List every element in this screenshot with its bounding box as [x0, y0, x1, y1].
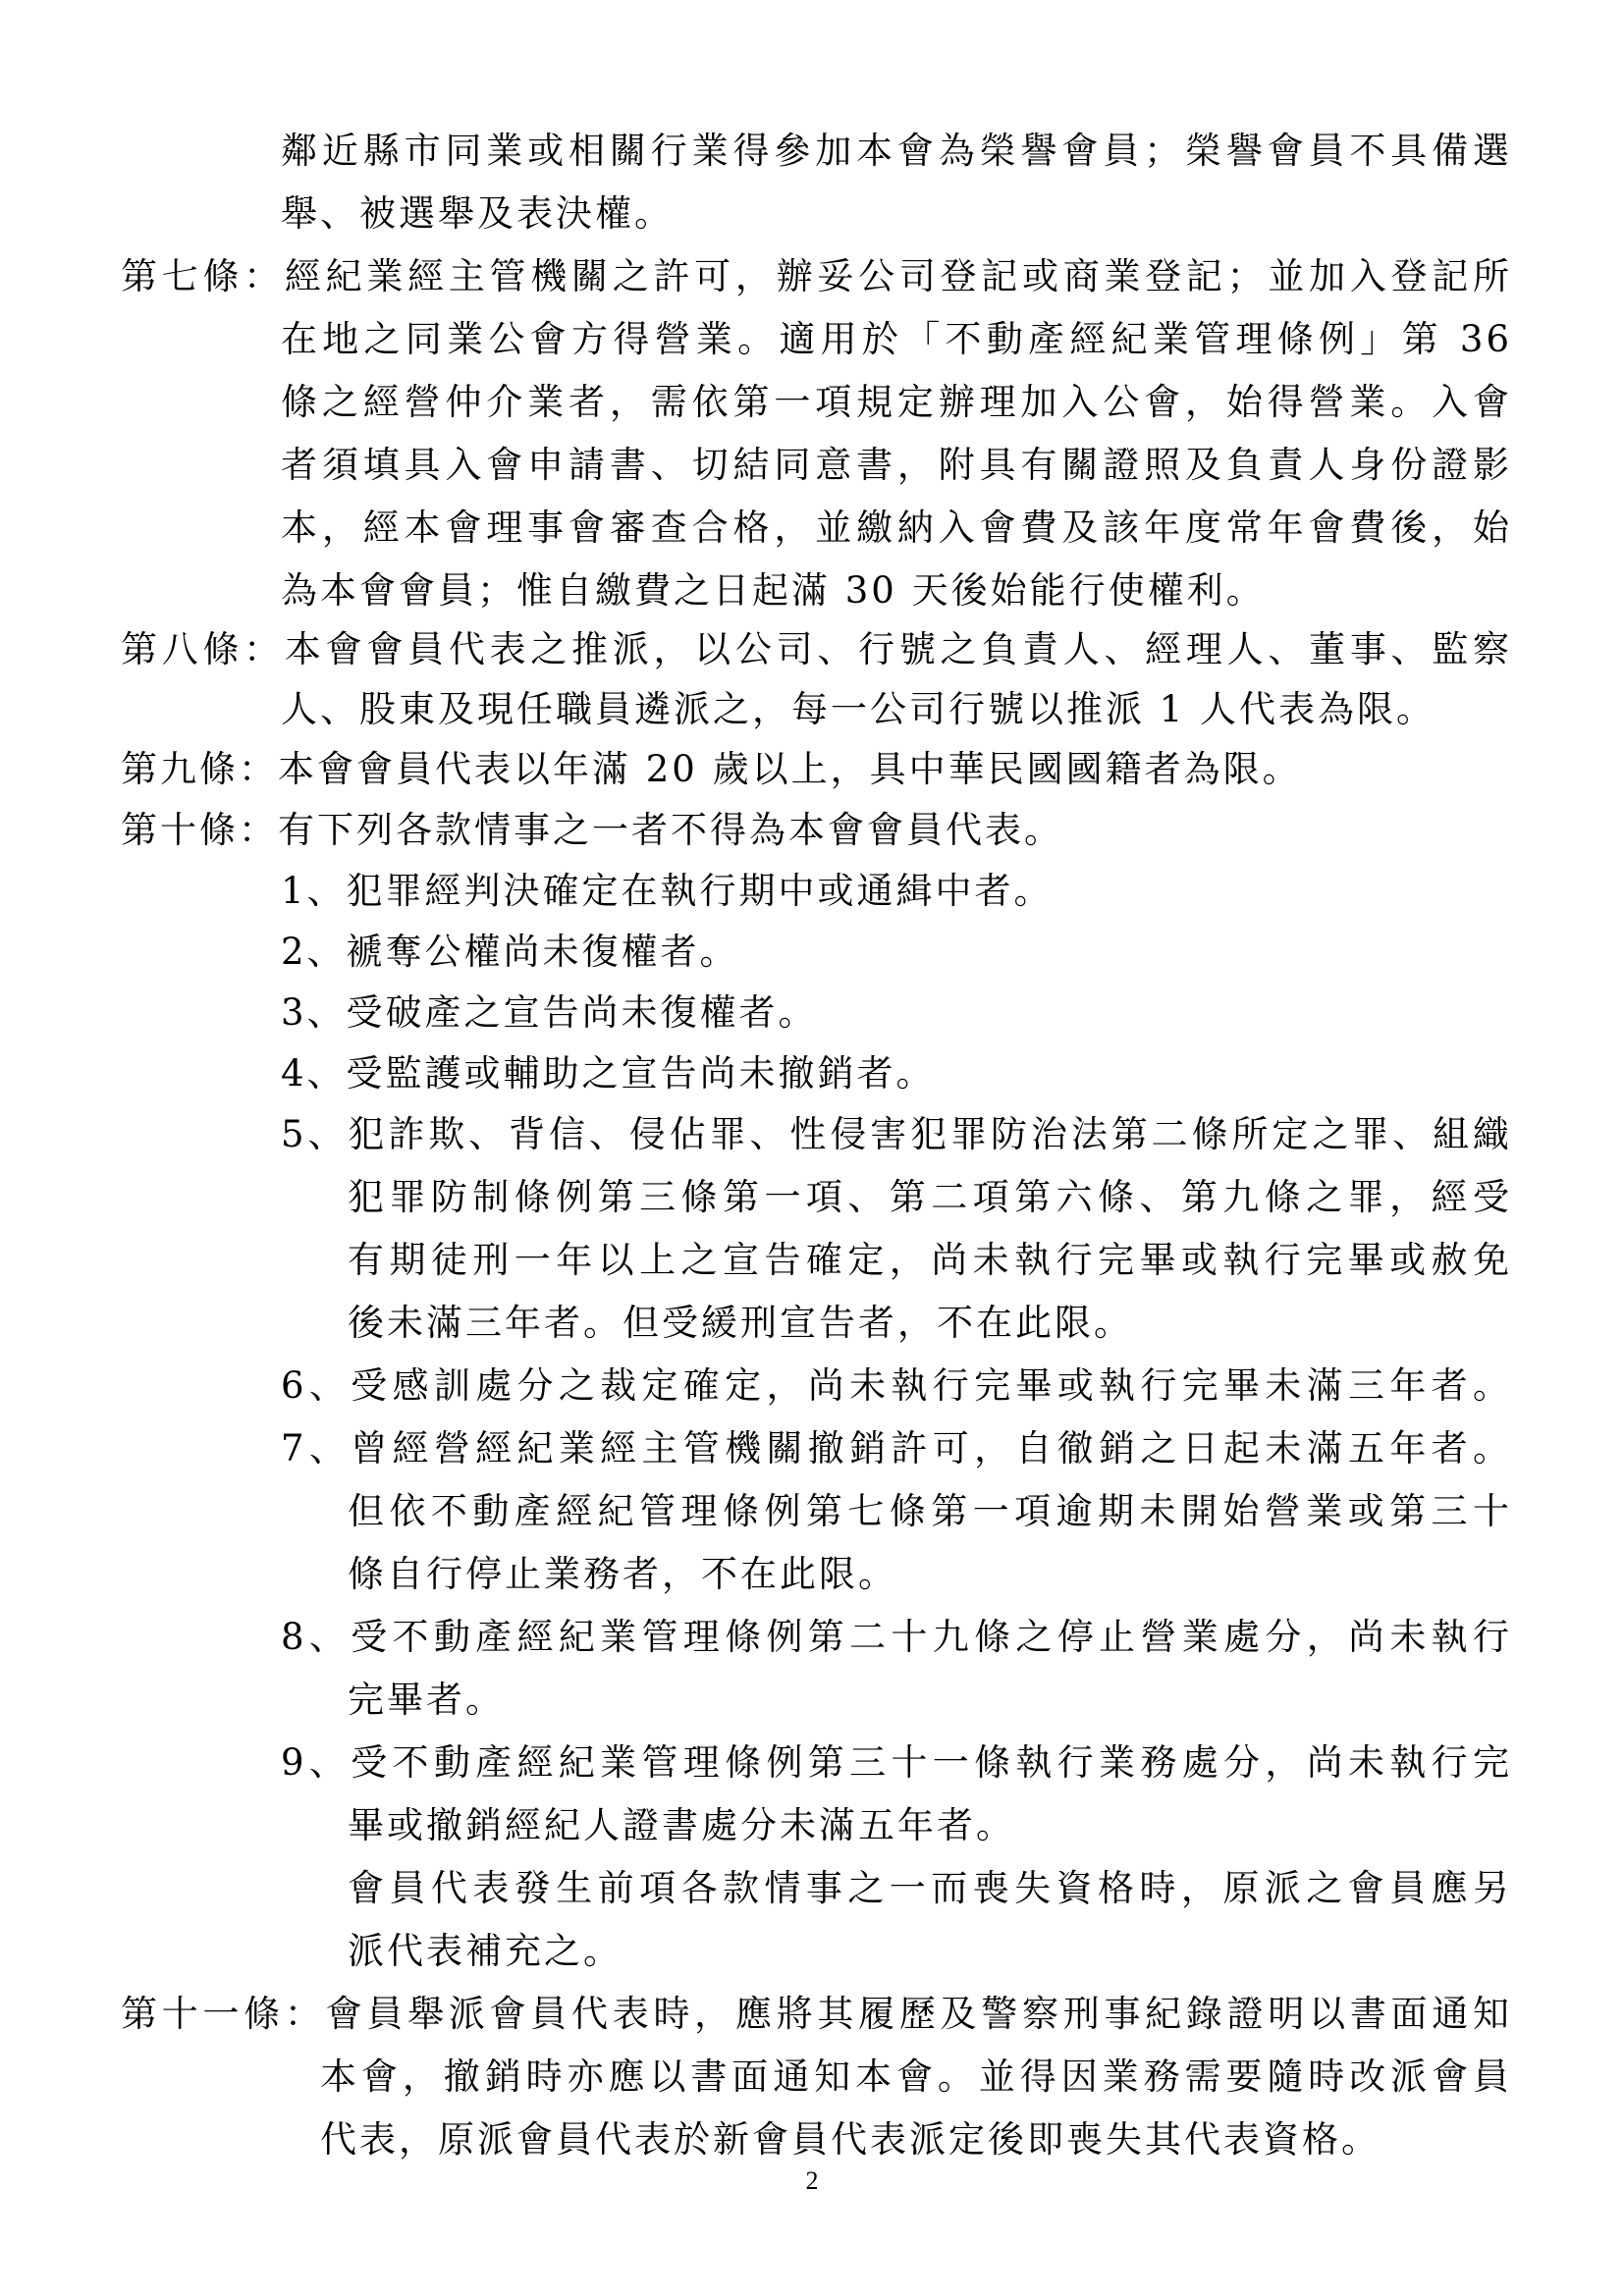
text-line: 舉、被選舉及表決權。 — [281, 192, 674, 235]
list-item-4: 4、受監護或輔助之宣告尚未撤銷者。 — [281, 1052, 936, 1095]
text-line: 後未滿三年者。但受緩刑宣告者，不在此限。 — [348, 1302, 1133, 1344]
text-line: 鄰近縣市同業或相關行業得參加本會為榮譽會員；榮譽會員不具備選 — [281, 130, 1512, 172]
article-8-heading-line: 第八條：本會會員代表之推派，以公司、行號之負責人、經理人、董事、監察 — [121, 628, 1512, 670]
article-7-heading-line: 第七條：經紀業經主管機關之許可，辦妥公司登記或商業登記；並加入登記所 — [121, 255, 1512, 297]
article-11-heading-line: 第十一條：會員舉派會員代表時，應將其履歷及警察刑事紀錄證明以書面通知 — [121, 1993, 1512, 2035]
article-10-heading-line: 第十條：有下列各款情事之一者不得為本會會員代表。 — [121, 809, 1063, 851]
text-line: 在地之同業公會方得營業。適用於「不動產經紀業管理條例」第 36 — [281, 318, 1512, 360]
text-line: 條之經營仲介業者，需依第一項規定辦理加入公會，始得營業。入會 — [281, 381, 1512, 423]
text-line: 犯罪防制條例第三條第一項、第二項第六條、第九條之罪，經受 — [348, 1176, 1512, 1218]
text-line: 有期徒刑一年以上之宣告確定，尚未執行完畢或執行完畢或赦免 — [348, 1239, 1512, 1281]
list-item-6: 6、受感訓處分之裁定確定，尚未執行完畢或執行完畢未滿三年者。 — [281, 1364, 1512, 1407]
text-line: 代表，原派會員代表於新會員代表派定後即喪失其代表資格。 — [320, 2118, 1380, 2161]
list-item-7: 7、曾經營經紀業經主管機關撤銷許可，自徹銷之日起未滿五年者。 — [281, 1427, 1512, 1469]
text-line: 但依不動產經紀管理條例第七條第一項逾期未開始營業或第三十 — [348, 1490, 1512, 1532]
list-item-3: 3、受破產之宣告尚未復權者。 — [281, 991, 818, 1034]
text-line: 本會，撤銷時亦應以書面通知本會。並得因業務需要隨時改派會員 — [320, 2056, 1512, 2098]
text-line: 人、股東及現任職員遴派之，每一公司行號以推派 1 人代表為限。 — [281, 688, 1436, 730]
text-line: 本，經本會理事會審查合格，並繳納入會費及該年度常年會費後，始 — [281, 507, 1512, 549]
text-line: 為本會會員；惟自繳費之日起滿 30 天後始能行使權利。 — [281, 569, 1266, 612]
article-9-heading-line: 第九條：本會會員代表以年滿 20 歲以上，具中華民國國籍者為限。 — [121, 748, 1302, 790]
text-line: 完畢者。 — [348, 1679, 505, 1721]
page-number: 2 — [805, 2166, 819, 2195]
list-item-1: 1、犯罪經判決確定在執行期中或通緝中者。 — [281, 870, 1054, 912]
list-item-8: 8、受不動產經紀業管理條例第二十九條之停止營業處分，尚未執行 — [281, 1616, 1512, 1658]
text-line: 條自行停止業務者，不在此限。 — [348, 1553, 897, 1595]
text-line: 會員代表發生前項各款情事之一而喪失資格時，原派之會員應另 — [348, 1867, 1512, 1909]
list-item-5: 5、犯詐欺、背信、侵佔罪、性侵害犯罪防治法第二條所定之罪、組織 — [281, 1113, 1512, 1155]
text-line: 畢或撤銷經紀人證書處分未滿五年者。 — [348, 1804, 1015, 1846]
text-line: 派代表補充之。 — [348, 1930, 623, 1972]
text-line: 者須填具入會申請書、切結同意書，附具有關證照及負責人身份證影 — [281, 444, 1512, 486]
list-item-9: 9、受不動產經紀業管理條例第三十一條執行業務處分，尚未執行完 — [281, 1741, 1512, 1784]
list-item-2: 2、褫奪公權尚未復權者。 — [281, 931, 739, 973]
